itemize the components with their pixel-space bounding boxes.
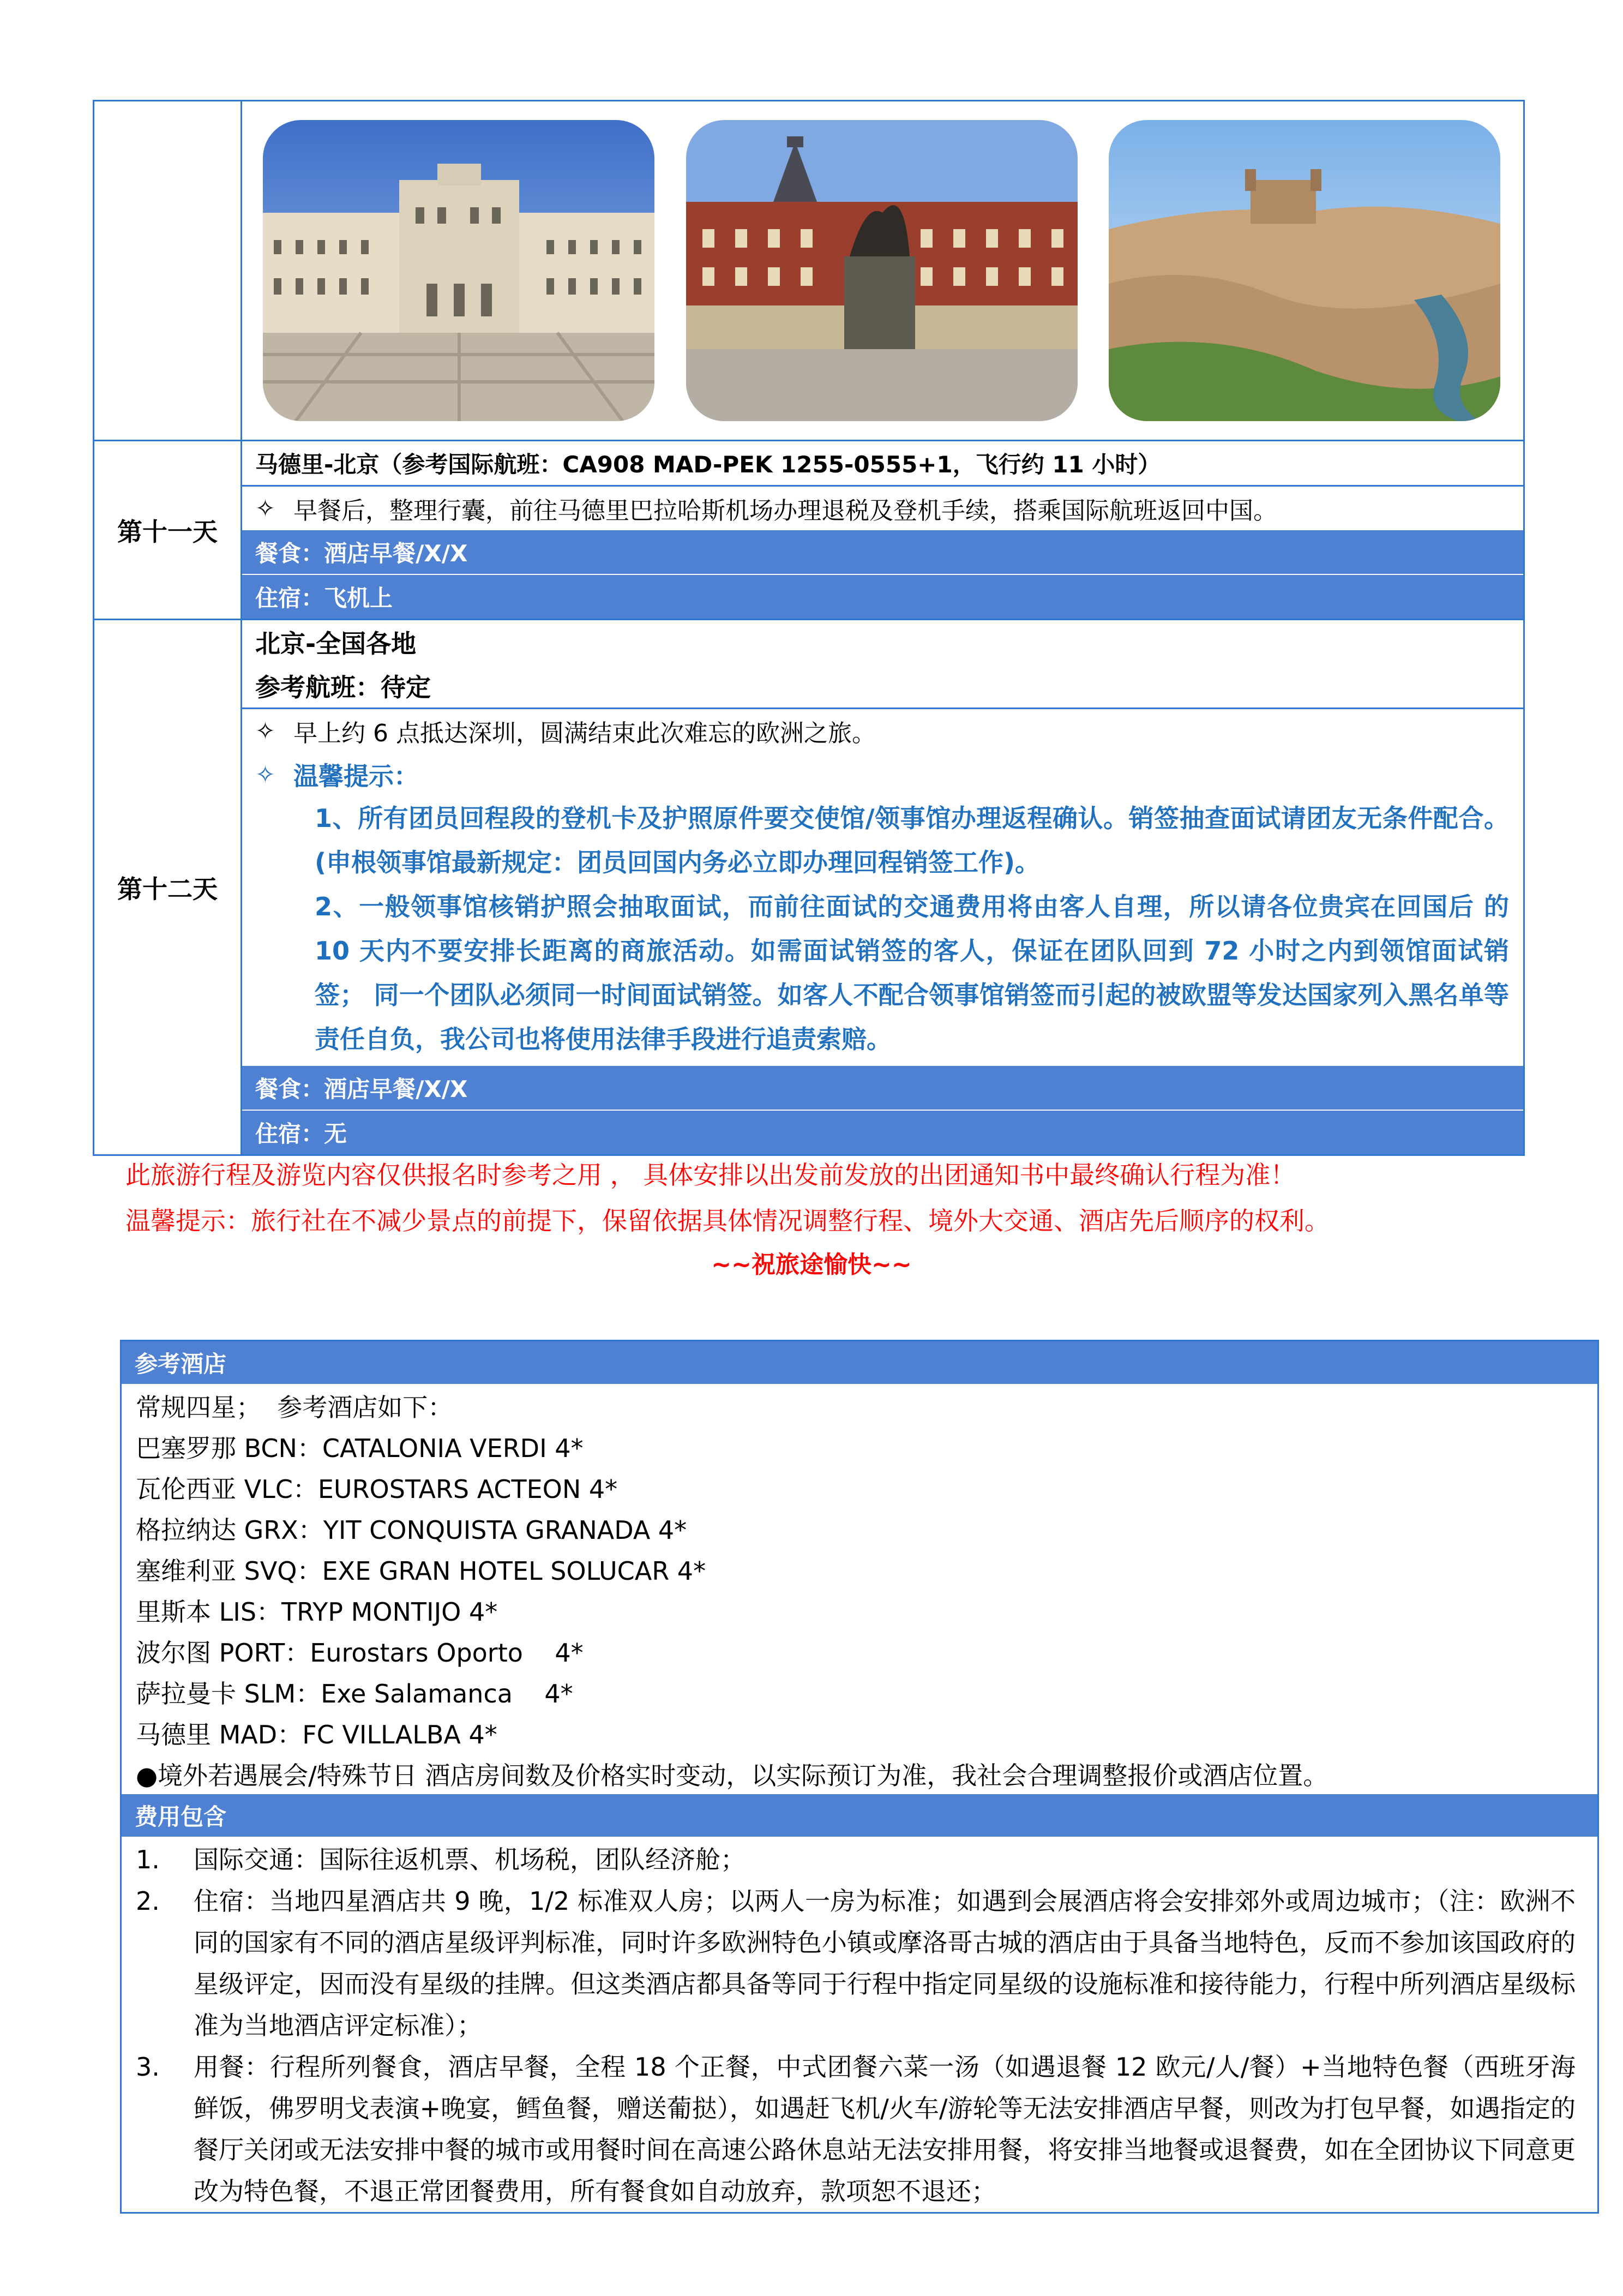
activity-text: 早上约 6 点抵达深圳，圆满结束此次难忘的欧洲之旅。: [293, 720, 876, 747]
disclaimer-2: 温馨提示：旅行社在不减少景点的前提下，保留依据具体情况调整行程、境外大交通、酒店先后顺序的权利。: [125, 1206, 1330, 1236]
tip-2: 2、一般领事馆核销护照会抽取面试，而前往面试的交通费用将由客人自理，所以请各位贵宾在回国后 的 10 天内不要安排长距离的商旅活动。如需面试销签的客人，保证在团队回到 72 小时之内到领馆面试销签； 同一个团队必须同一时间面试销签。如客人不配合领事馆销签而引起的被欧盟等发达国家列入黑名单等责任自负，我公司也将使用法律手段进行追责索赔。: [315, 892, 1509, 1054]
stay-band: 住宿：无: [242, 1110, 1523, 1154]
disclaimer-1: 此旅游行程及游览内容仅供报名时参考之用 ， 具体安排以出发前发放的出团通知书中最终确认行程为准！: [125, 1160, 1296, 1190]
fee-item-number: 1.: [136, 1845, 160, 1874]
hotel-item: 里斯本 LIS：TRYP MONTIJO 4*: [136, 1597, 498, 1627]
day-title: 北京-全国各地: [255, 629, 417, 658]
day-12-content: [242, 620, 1523, 1154]
day-title: 马德里-北京（参考国际航班：CA908 MAD-PEK 1255-0555+1，飞行约 11 小时）: [255, 451, 1161, 478]
fee-item: [122, 1839, 1597, 1880]
fee-item-text: 住宿：当地四星酒店共 9 晚，1/2 标准双人房；以两人一房为标准；如遇到会展酒店将会安排郊外或周边城市；（注：欧洲不同的国家有不同的酒店星级评判标准，同时许多欧洲特色小镇或摩洛哥古城的酒店由于具备当地特色，反而不参加该国政府的星级评定，因而没有星级的挂牌。但这类酒店都具备等同于行程中指定同星级的设施标准和接待能力，行程中所列酒店星级标准为当地酒店评定标准）；: [194, 1886, 1576, 2040]
fee-item-text: 国际交通：国际往返机票、机场税，团队经济舱；: [194, 1845, 746, 1874]
hotels-header: 参考酒店: [122, 1341, 1597, 1384]
fees-header: 费用包含: [122, 1794, 1597, 1837]
meals-band: 餐食：酒店早餐/X/X: [242, 1066, 1523, 1110]
activity-text: 早餐后，整理行囊，前往马德里巴拉哈斯机场办理退税及登机手续，搭乘国际航班返回中国。: [293, 497, 1277, 525]
farewell-text: ~~祝旅途愉快~~: [711, 1251, 912, 1279]
fee-item-number: 3.: [136, 2052, 160, 2082]
tips-title-line: [242, 753, 1523, 796]
tip-1: 1、所有团员回程段的登机卡及护照原件要交使馆/领事馆办理返程确认。销签抽查面试请团友无条件配合。(申根领事馆最新规定：团员回国内务必立即办理回程销签工作)。: [315, 804, 1509, 877]
hotel-note: ●境外若遇展会/特殊节日 酒店房间数及价格实时变动，以实际预订为准，我社会合理调整报价或酒店位置。: [136, 1760, 1329, 1790]
stay-band: 住宿：飞机上: [242, 574, 1523, 619]
bullet-icon: ✧: [255, 760, 275, 789]
royal-palace-photo: [263, 120, 654, 421]
hotels-section: [122, 1384, 1597, 1794]
fees-section: [122, 1837, 1597, 2212]
photo-row: [94, 101, 1523, 440]
info-box: [120, 1340, 1599, 2214]
hotel-item: 瓦伦西亚 VLC：EUROSTARS ACTEON 4*: [136, 1474, 618, 1504]
hotel-item: 马德里 MAD：FC VILLALBA 4*: [136, 1719, 497, 1749]
fee-item-number: 2.: [136, 1886, 160, 1916]
hotel-item: 萨拉曼卡 SLM：Exe Salamanca 4*: [136, 1678, 573, 1708]
itinerary-table: [93, 100, 1525, 1156]
day-12-row: [94, 619, 1523, 1154]
day-11-row: [94, 440, 1523, 619]
fee-item-text: 用餐：行程所列餐食，酒店早餐，全程 18 个正餐，中式团餐六菜一汤（如遇退餐 12 欧元/人/餐）+当地特色餐（西班牙海鲜饭，佛罗明戈表演+晚宴，鳕鱼餐，赠送葡挞），如遇赶飞机/火车/游轮等无法安排酒店早餐，则改为打包早餐，如遇指定的餐厅关闭或无法安排中餐的城市或用餐时间在高速公路休息站无法安排用餐，将安排当地餐或退餐费，如在全团协议下同意更改为特色餐，不退正常团餐费用，所有餐食如自动放弃，款项恕不退还；: [194, 2052, 1576, 2206]
day-label: 第十二天: [94, 620, 242, 1154]
plaza-mayor-photo: [686, 120, 1078, 421]
day-label: 第十一天: [94, 441, 242, 619]
day-11-content: [242, 441, 1523, 619]
hotel-item: 格拉纳达 GRX：YIT CONQUISTA GRANADA 4*: [136, 1515, 687, 1545]
empty-day-cell: [94, 101, 242, 440]
bullet-icon: ✧: [255, 717, 275, 745]
flight-info: 参考航班：待定: [255, 673, 431, 702]
photo-strip: [242, 101, 1523, 440]
meals-band: 餐食：酒店早餐/X/X: [242, 530, 1523, 574]
fee-item: [122, 2046, 1597, 2212]
activity-line: [242, 708, 1523, 753]
hotel-item: 巴塞罗那 BCN：CATALONIA VERDI 4*: [136, 1433, 584, 1463]
hotel-item: 波尔图 PORT：Eurostars Oporto 4*: [136, 1638, 584, 1668]
activity-line: [242, 485, 1523, 530]
fee-item: [122, 1880, 1597, 2046]
hotels-intro: 常规四星； 参考酒店如下：: [136, 1392, 453, 1422]
bullet-icon: ✧: [255, 494, 275, 523]
toledo-photo: [1109, 120, 1500, 421]
hotel-item: 塞维利亚 SVQ：EXE GRAN HOTEL SOLUCAR 4*: [136, 1556, 706, 1586]
tips-title: 温馨提示：: [293, 762, 419, 791]
